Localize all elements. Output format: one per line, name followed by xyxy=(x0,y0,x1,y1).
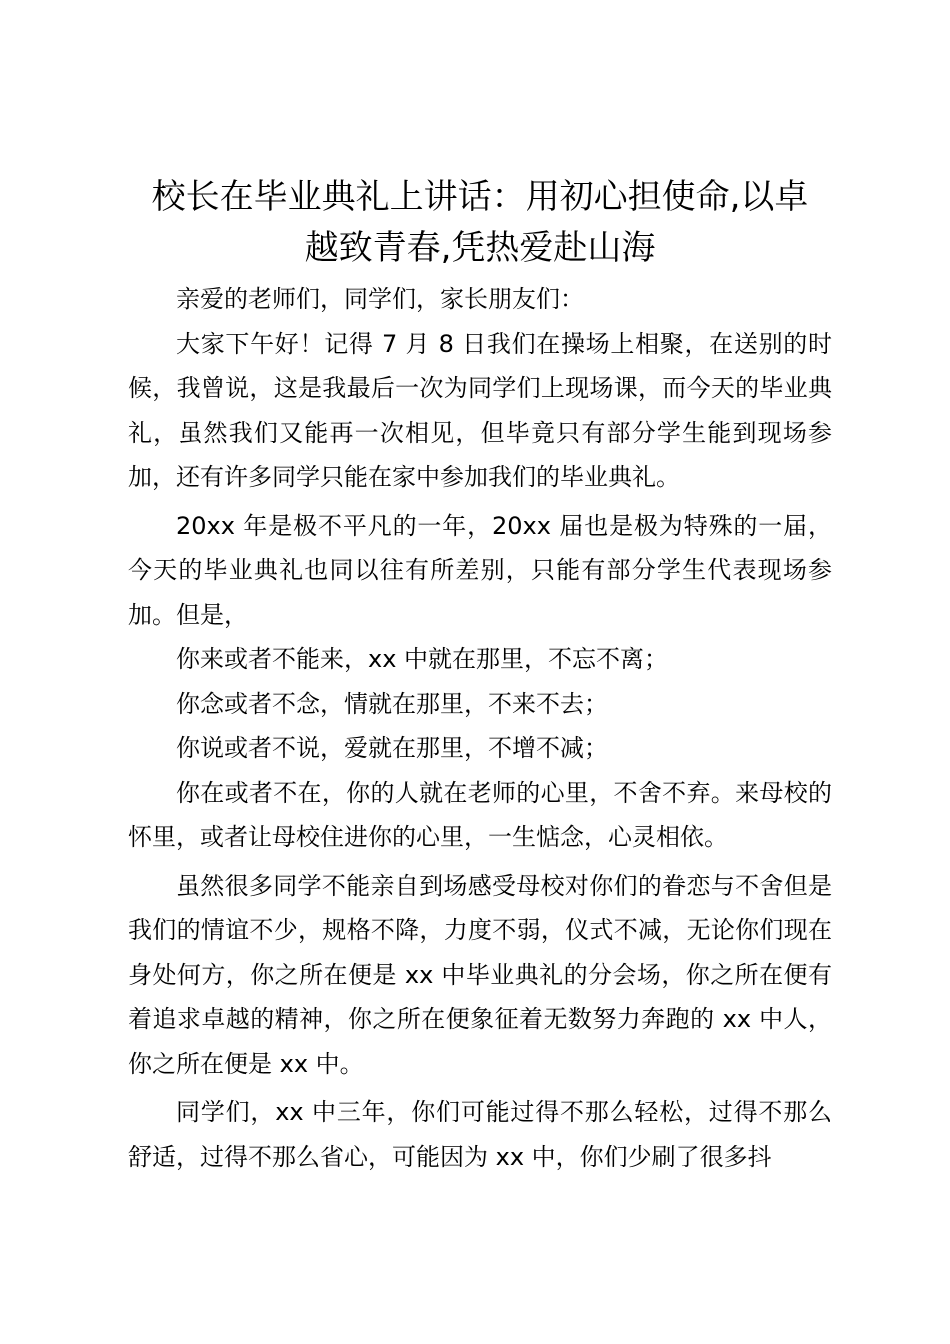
document-body xyxy=(128,277,832,1179)
paragraph-opening: 大家下午好！记得 7 月 8 日我们在操场上相聚，在送别的时候，我曾说，这是我最后一次为同学们上现场课，而今天的毕业典礼，虽然我们又能再一次相见，但毕竟只有部分学生能到现场参加，还有许多同学只能在家中参加我们的毕业典礼。 xyxy=(128,329,832,491)
document-title xyxy=(120,172,840,274)
paragraph-verse-1: 你来或者不能来，xx 中就在那里，不忘不离； xyxy=(176,645,669,673)
paragraph-three-years: 同学们，xx 中三年，你们可能过得不那么轻松，过得不那么舒适，过得不那么省心，可能因为 xx 中，你们少刷了很多抖 xyxy=(128,1098,832,1171)
paragraph-verse-3: 你说或者不说，爱就在那里，不增不减； xyxy=(176,734,608,762)
paragraph-wherever-you-are: 虽然很多同学不能亲自到场感受母校对你们的眷恋与不舍但是我们的情谊不少，规格不降，力度不弱，仪式不减，无论你们现在身处何方，你之所在便是 xx 中毕业典礼的分会场，你之所在便有着追求卓越的精神，你之所在便象征着无数努力奔跑的 xx 中人，你之所在便是 xx 中。 xyxy=(128,871,832,1078)
title-line-2: 越致青春,凭热爱赴山海 xyxy=(304,228,656,268)
title-line-1: 校长在毕业典礼上讲话：用初心担使命,以卓 xyxy=(151,177,809,217)
paragraph-verse-4: 你在或者不在，你的人就在老师的心里，不舍不弃。来母校的怀里，或者让母校住进你的心里，一生惦念，心灵相依。 xyxy=(128,778,832,851)
paragraph-special-year: 20xx 年是极不平凡的一年，20xx 届也是极为特殊的一届，今天的毕业典礼也同以往有所差别，只能有部分学生代表现场参加。但是， xyxy=(128,511,832,629)
paragraph-greeting: 亲爱的老师们，同学们，家长朋友们： xyxy=(176,285,584,313)
paragraph-verse-2: 你念或者不念，情就在那里，不来不去； xyxy=(176,689,608,718)
